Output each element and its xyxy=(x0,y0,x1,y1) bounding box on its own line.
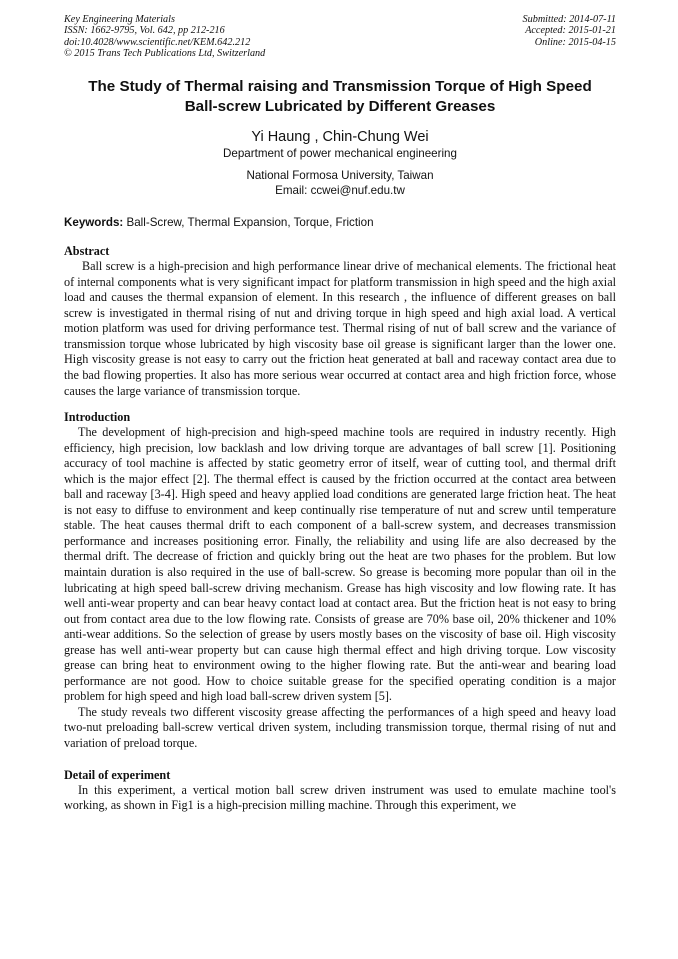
journal-name: Key Engineering Materials xyxy=(64,14,175,25)
copyright-line: © 2015 Trans Tech Publications Ltd, Switzerland xyxy=(64,48,266,60)
abstract-heading: Abstract xyxy=(64,244,110,259)
accepted-date: Accepted: 2015-01-21 xyxy=(525,25,616,37)
introduction-heading: Introduction xyxy=(64,410,131,425)
keywords-label: Keywords: xyxy=(64,216,124,230)
issn-line: ISSN: 1662-9795, Vol. 642, pp 212-216 xyxy=(64,25,225,37)
experiment-section xyxy=(64,768,616,814)
author-list: Yi Haung , Chin-Chung Wei xyxy=(251,128,429,145)
publication-dates xyxy=(523,14,616,60)
introduction-paragraph-1: The development of high-precision and high-speed machine tools are required in industry recently. High efficiency, high precision, low backlash and low driving torque are advantages of ball screw [1]. Positioning accuracy of tool machine is affected by static geometry error of itself, wear of cutting tool, and thermal drift which is the major effect [2]. The thermal effect is caused by the friction occurred at the contact area between ball and raceway [3-4]. High speed and heavy applied load conditions are generated large friction heat. The heat is not easy to diffuse to environment and keep continually rise temperature of nut and screw until temperature stable. The heat causes thermal drift to each component of a ball-screw system, and decreases transmission performance and increases positioning error. Finally, the reliability and using life are also decreased by the thermal drift. The decrease of friction and quickly bring out the heat are two phases for the problem. But low maintain duration is also required in the use of ball-screw. So grease is becoming more popular than oil in the lubricating at high speed ball-screw driving mechanism. Grease has high viscosity and low flowing rate. It has well anti-wear property and can bear heavy contact load at contact area. But the friction heat is not easy to bring out from contact area due to the low flowing rate. Consists of grease are 70% base oil, 20% thickener and 10% anti-wear additions. So the selection of grease by users mostly bases on the viscosity of base oil. High viscosity grease has well anti-wear property but can cause high thermal effect and high driving torque. Low viscosity grease can bring heat to environment owing to the higher flowing rate. But the anti-wear and bearing load performance are not good. How to choice suitable grease for the specified operating condition is a major problem for high speed and high load ball-screw driven system [5]. xyxy=(64,425,616,704)
paper-title xyxy=(64,77,616,117)
paper-page xyxy=(64,14,616,814)
author-email: Email: ccwei@nuf.edu.tw xyxy=(275,183,405,197)
introduction-section xyxy=(64,410,616,751)
keywords-list: Ball-Screw, Thermal Expansion, Torque, Friction xyxy=(123,216,374,230)
doi-line: doi:10.4028/www.scientific.net/KEM.642.212 xyxy=(64,36,251,48)
online-date: Online: 2015-04-15 xyxy=(534,36,616,48)
abstract-text: Ball screw is a high-precision and high performance linear drive of mechanical elements. The frictional heat of internal components what is very significant impact for platform transmission in high speed and the high axial load and causes the thermal expansion of element. In this research , the influence of different greases on ball screw is investigated in thermal rising of nut and driving torque in high speed and high axial load. A vertical motion platform was used for driving performance test. Thermal rising of nut of ball screw and the variance of transmission torque whose lubricated by high viscosity base oil grease is significant larger than the lower one. High viscosity grease is not easy to carry out the friction heat generated at ball and raceway contact area due to the bad flowing properties. It also has more serious wear occurred at contact area and high friction force, whose causes the large variance of transmission torque. xyxy=(64,259,616,398)
journal-header xyxy=(64,14,616,60)
keywords xyxy=(64,216,616,230)
experiment-paragraph-1: In this experiment, a vertical motion ball screw driven instrument was used to emulate machine tool's working, as shown in Fig1 is a high-precision milling machine. Through this experiment, we xyxy=(64,782,616,813)
experiment-heading: Detail of experiment xyxy=(64,767,171,782)
university: National Formosa University, Taiwan xyxy=(246,169,434,183)
department: Department of power mechanical engineering xyxy=(223,146,457,160)
introduction-paragraph-2: The study reveals two different viscosity grease affecting the performances of a high speed and heavy load two-nut preloading ball-screw vertical driven system, including transmission torque, thermal rising of nut and variation of preload torque. xyxy=(64,704,616,750)
journal-info xyxy=(64,14,265,60)
title-line-1: The Study of Thermal raising and Transmission Torque of High Speed xyxy=(88,77,592,95)
submitted-date: Submitted: 2014-07-11 xyxy=(522,14,616,25)
title-line-2: Ball-screw Lubricated by Different Greases xyxy=(184,97,496,115)
abstract-section xyxy=(64,244,616,399)
